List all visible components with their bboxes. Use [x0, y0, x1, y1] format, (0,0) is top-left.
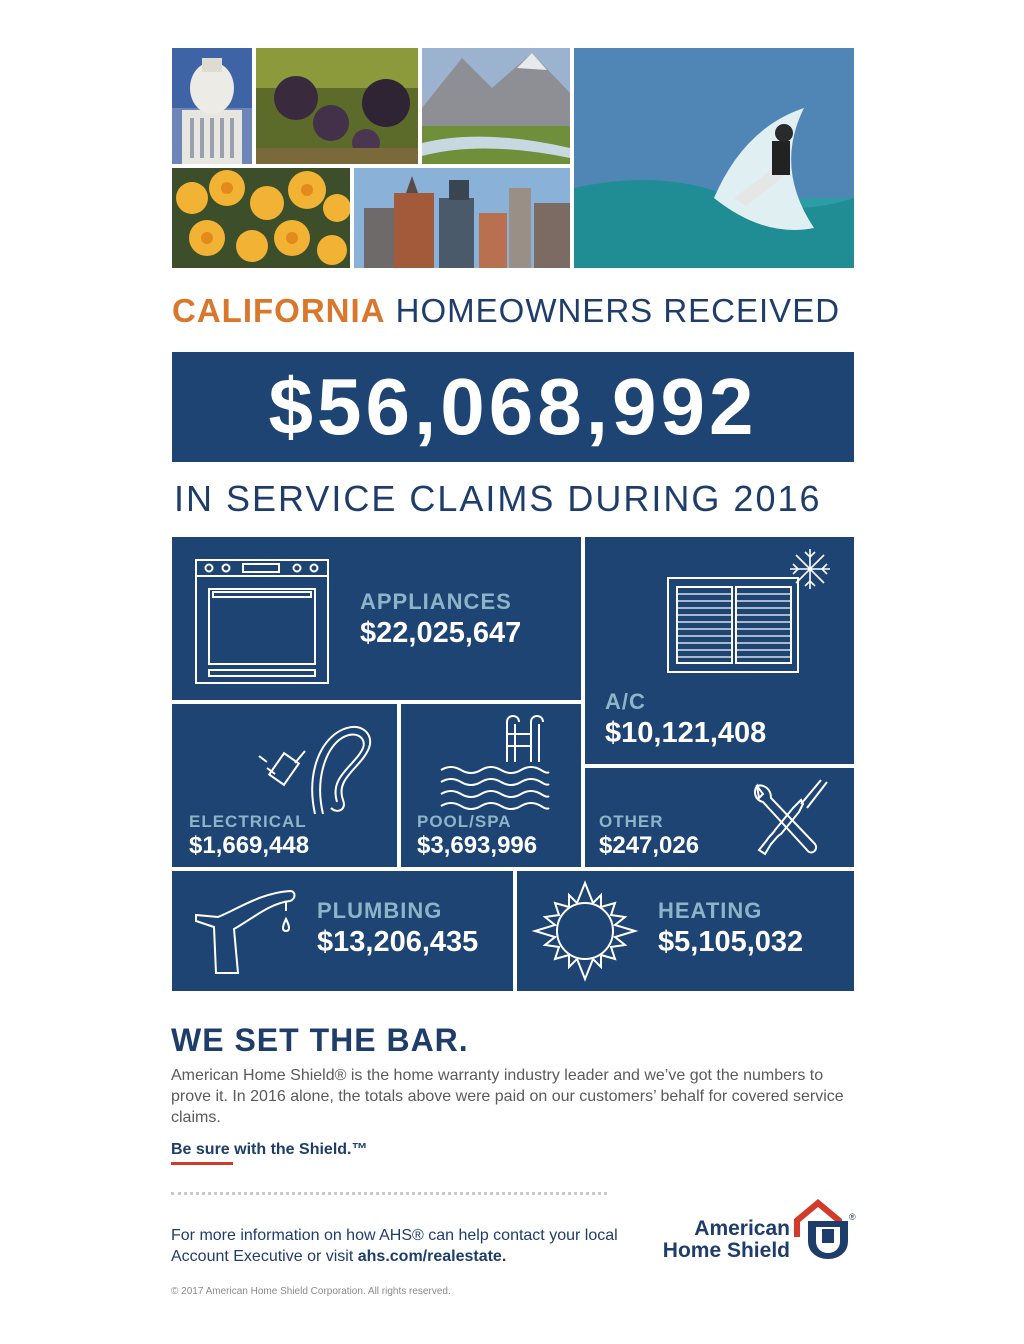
contact-info	[171, 1225, 641, 1267]
logo-wordmark	[650, 1218, 790, 1262]
wrench-screwdriver-icon	[751, 778, 831, 860]
other-label: OTHER	[599, 812, 664, 831]
slogan: Be sure with the Shield.™	[171, 1141, 368, 1158]
shield-house-logo-icon	[792, 1197, 850, 1261]
logo-line2: Home Shield	[662, 1239, 790, 1262]
headline-state: CALIFORNIA	[172, 292, 386, 329]
tagline: WE SET THE BAR.	[171, 1022, 469, 1058]
dotted-divider	[171, 1192, 607, 1195]
poppies-photo	[172, 168, 350, 268]
capitol-photo	[172, 48, 252, 164]
heating-label: HEATING	[658, 898, 763, 923]
other-value: $247,026	[599, 832, 700, 859]
plumbing-value: $13,206,435	[317, 926, 479, 958]
snowflake-icon	[788, 547, 832, 591]
grapes-photo	[256, 48, 418, 164]
other-cell	[585, 768, 854, 867]
surfer-photo	[574, 48, 854, 268]
total-amount: $56,068,992	[172, 352, 854, 462]
contact-link[interactable]: ahs.com/realestate.	[357, 1248, 507, 1265]
pool-spa-label: POOL/SPA	[417, 812, 512, 831]
appliances-cell	[172, 537, 581, 700]
sun-icon	[533, 881, 637, 981]
faucet-icon	[190, 889, 296, 974]
ac-cell	[585, 537, 854, 764]
mountain-stream-photo	[422, 48, 570, 164]
ac-vent-icon	[667, 577, 799, 673]
heating-cell	[517, 871, 854, 991]
heating-value: $5,105,032	[658, 926, 804, 958]
appliances-label: APPLIANCES	[360, 589, 512, 614]
appliances-value: $22,025,647	[360, 617, 522, 649]
electrical-cell	[172, 704, 397, 867]
pool-ladder-icon	[439, 712, 549, 808]
oven-icon	[195, 559, 329, 684]
plumbing-cell	[172, 871, 513, 991]
headline	[172, 292, 856, 330]
plumbing-label: PLUMBING	[317, 898, 443, 923]
ac-value: $10,121,408	[605, 717, 767, 749]
subheadline: IN SERVICE CLAIMS DURING 2016	[174, 478, 822, 519]
body-text: American Home Shield® is the home warranty industry leader and we’ve got the numbers to prove it. In 2016 alone, the totals above were paid on our customers’ behalf for covered service claims.	[171, 1067, 844, 1126]
ac-label: A/C	[605, 689, 646, 714]
copyright: © 2017 American Home Shield Corporation. All rights reserved.	[171, 1286, 451, 1297]
logo-registered-mark: ®	[849, 1212, 856, 1222]
city-skyline-photo	[354, 168, 570, 268]
pool-spa-cell	[401, 704, 581, 867]
pool-spa-value: $3,693,996	[417, 832, 538, 859]
headline-rest: HOMEOWNERS RECEIVED	[395, 292, 841, 329]
electrical-label: ELECTRICAL	[189, 812, 307, 831]
logo-line1: American	[694, 1217, 790, 1240]
slogan-underline	[171, 1162, 233, 1165]
electrical-value: $1,669,448	[189, 832, 310, 859]
plug-icon	[257, 718, 382, 814]
contact-text: For more information on how AHS® can help contact your local Account Executive or visit	[171, 1227, 618, 1265]
